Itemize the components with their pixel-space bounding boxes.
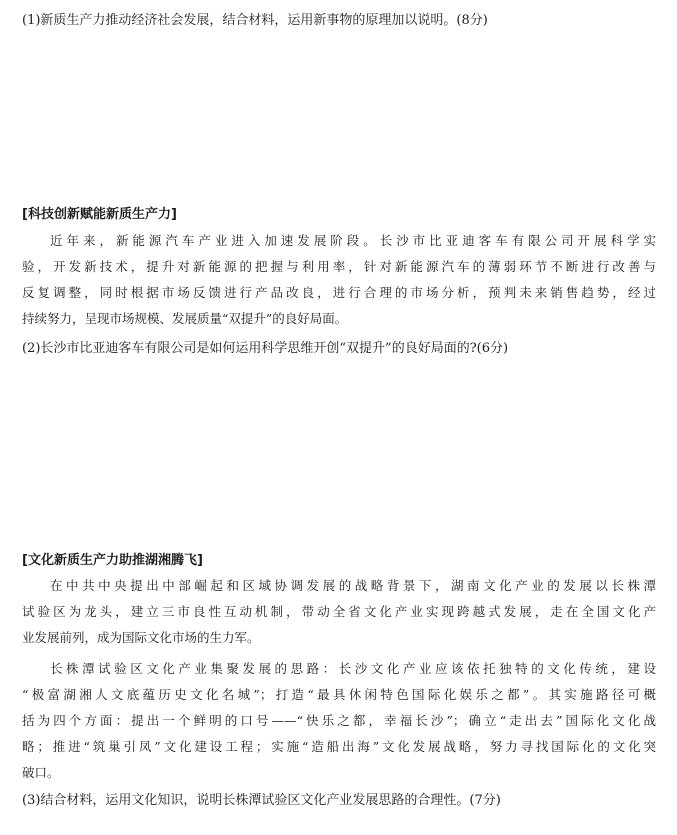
- text-line: 验，开发新技术，提升对新能源的把握与利用率，针对新能源汽车的薄弱环节不断进行改善与: [22, 259, 656, 274]
- question-2: (2)长沙市比亚迪客车有限公司是如何运用科学思维开创“双提升”的良好局面的?(6分): [22, 341, 509, 356]
- text-line: 括为四个方面：提出一个鲜明的口号——“快乐之都，幸福长沙”；确立“走出去”国际化文化战: [22, 713, 656, 728]
- section-heading-tech: [科技创新赋能新质生产力]: [22, 207, 177, 222]
- question-1: (1)新质生产力推动经济社会发展，结合材料，运用新事物的原理加以说明。(8分): [22, 13, 488, 28]
- section-culture-paragraph-2: [22, 660, 656, 782]
- section-tech-paragraph: [22, 232, 656, 328]
- text-line: 长株潭试验区文化产业集聚发展的思路：长沙文化产业应该依托独特的文化传统，建设: [50, 661, 656, 676]
- text-line: 业发展前列，成为国际文化市场的生力军。: [22, 630, 260, 645]
- text-line: 略；推进“筑巢引凤”文化建设工程；实施“造船出海”文化发展战略，努力寻找国际化的文化突: [22, 739, 656, 754]
- text-line: 试验区为龙头，建立三市良性互动机制，带动全省文化产业实现跨越式发展，走在全国文化产: [22, 604, 656, 619]
- question-3: (3)结合材料，运用文化知识，说明长株潭试验区文化产业发展思路的合理性。(7分): [22, 793, 501, 808]
- text-line: “极富湖湘人文底蕴历史文化名城”；打造“最具休闲特色国际化娱乐之都”。其实施路径可概: [22, 687, 656, 702]
- text-line: 在中共中央提出中部崛起和区域协调发展的战略背景下，湖南文化产业的发展以长株潭: [50, 578, 656, 593]
- text-line: 近年来，新能源汽车产业进入加速发展阶段。长沙市比亚迪客车有限公司开展科学实: [50, 233, 656, 248]
- section-heading-culture: [文化新质生产力助推湖湘腾飞]: [22, 553, 203, 568]
- text-line: 反复调整，同时根据市场反馈进行产品改良，进行合理的市场分析，预判未来销售趋势，经过: [22, 285, 656, 300]
- section-culture-paragraph-1: [22, 577, 656, 647]
- text-line: 破口。: [22, 765, 60, 780]
- text-line: 持续努力，呈现市场规模、发展质量“双提升”的良好局面。: [22, 311, 348, 326]
